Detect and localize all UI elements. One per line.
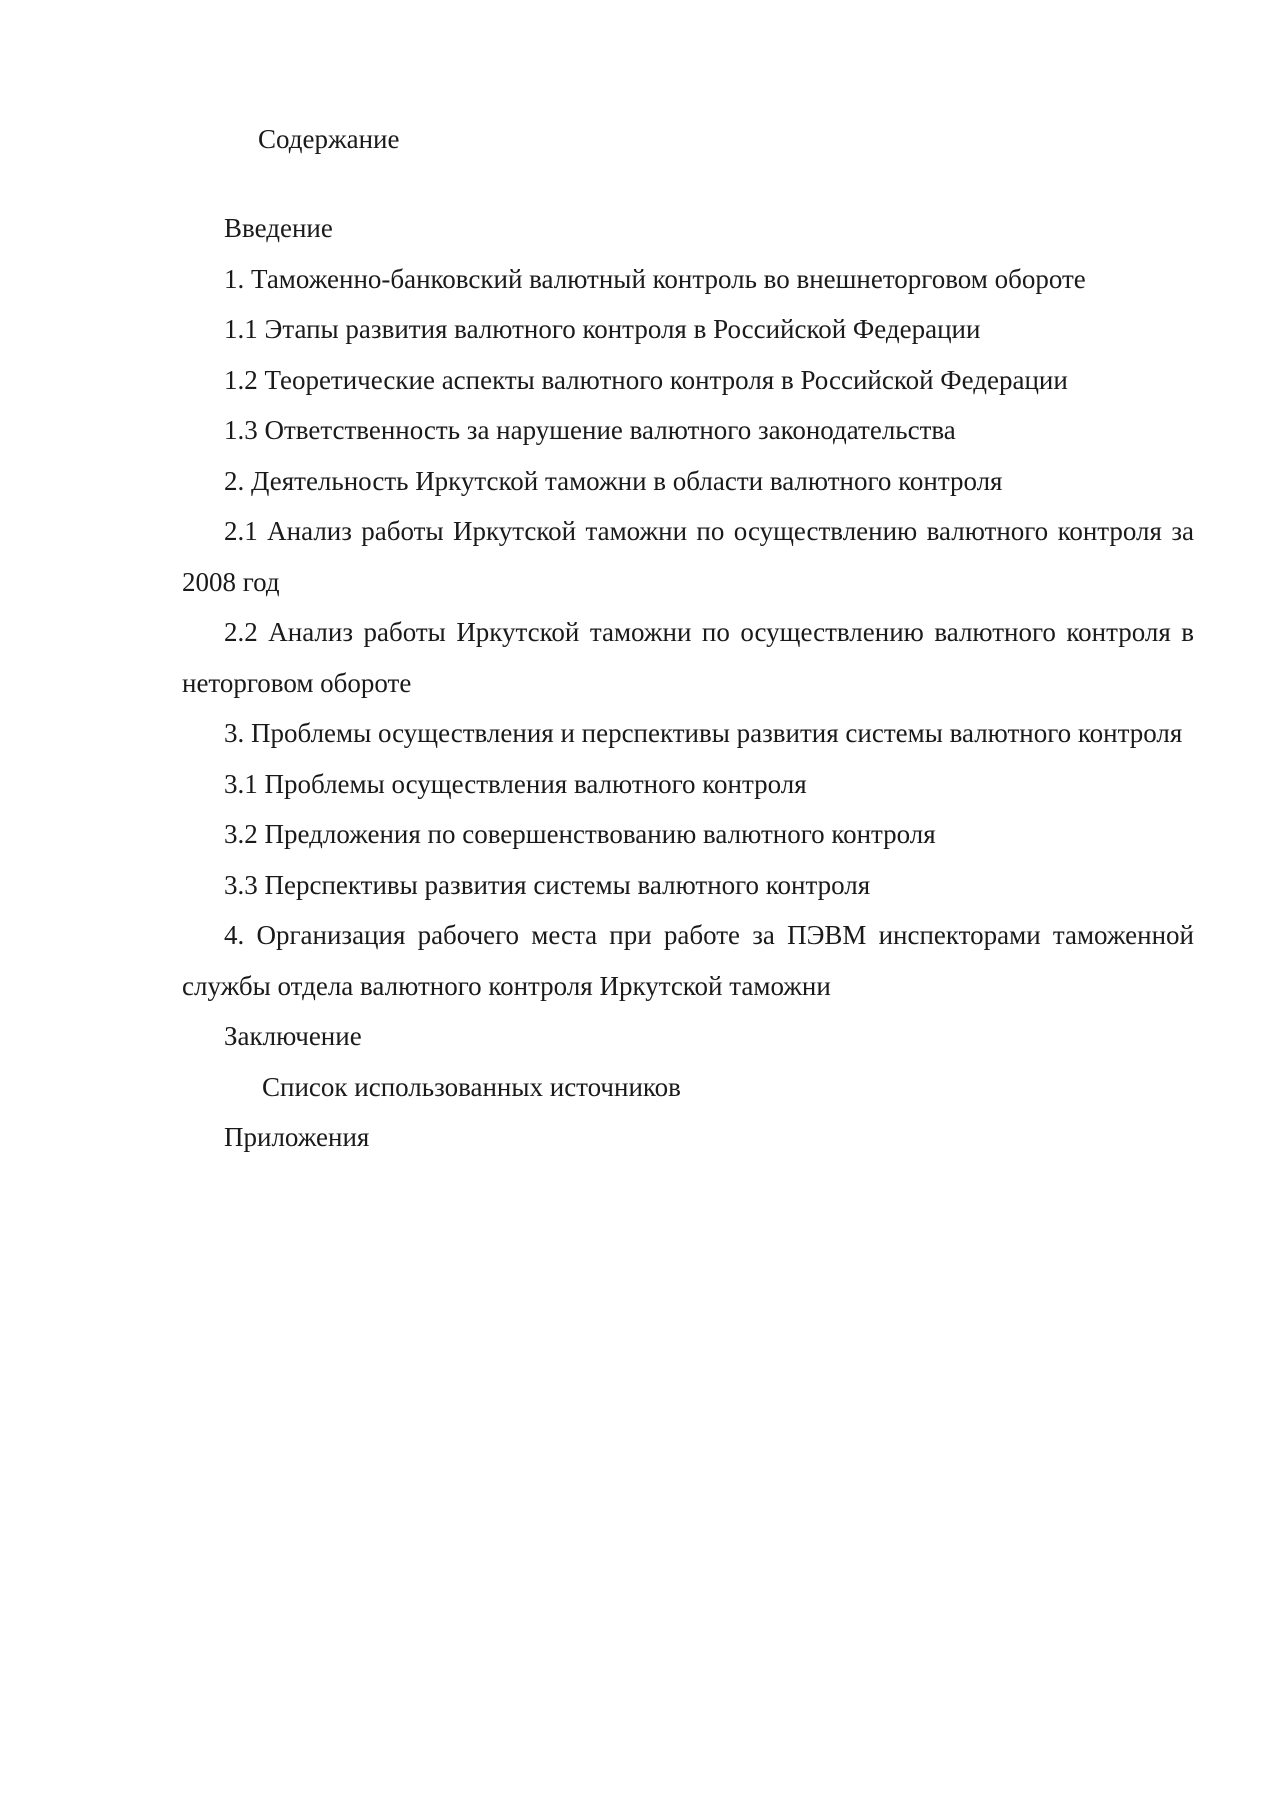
toc-item-references: Список использованных источников	[262, 1071, 681, 1102]
toc-item-chapter-1: 1. Таможенно-банковский валютный контроль во внешнеторговом обороте	[224, 263, 1086, 294]
toc-item-section-1-3: 1.3 Ответственность за нарушение валютного законодательства	[224, 415, 956, 445]
table-of-contents	[182, 203, 1194, 1163]
toc-item-conclusion: Заключение	[224, 1021, 362, 1051]
toc-item-section-1-1: 1.1 Этапы развития валютного контроля в Российской Федерации	[224, 314, 981, 344]
toc-item-section-3-2: 3.2 Предложения по совершенствованию валютного контроля	[224, 819, 936, 849]
toc-item-introduction: Введение	[224, 213, 333, 243]
toc-item-section-3-3: 3.3 Перспективы развития системы валютного контроля	[224, 869, 871, 900]
toc-item-section-1-2: 1.2 Теоретические аспекты валютного контроля в Российской Федерации	[224, 364, 1068, 395]
toc-item-chapter-3: 3. Проблемы осуществления и перспективы развития системы валютного контроля	[224, 718, 1183, 748]
toc-item-appendices: Приложения	[224, 1122, 370, 1152]
page-title: Содержание	[258, 124, 400, 154]
toc-item-chapter-2: 2. Деятельность Иркутской таможни в области валютного контроля	[224, 465, 1003, 496]
toc-item-section-3-1: 3.1 Проблемы осуществления валютного контроля	[224, 768, 807, 799]
toc-item-section-2-1: 2.1 Анализ работы Иркутской таможни по осуществлению валютного контроля за 2008 год	[182, 516, 1194, 597]
toc-item-chapter-4: 4. Организация рабочего места при работе за ПЭВМ инспекторами таможенной службы отдела валютного контроля Иркутской таможни	[182, 920, 1194, 1001]
toc-item-section-2-2: 2.2 Анализ работы Иркутской таможни по осуществлению валютного контроля в неторговом обороте	[182, 617, 1194, 698]
